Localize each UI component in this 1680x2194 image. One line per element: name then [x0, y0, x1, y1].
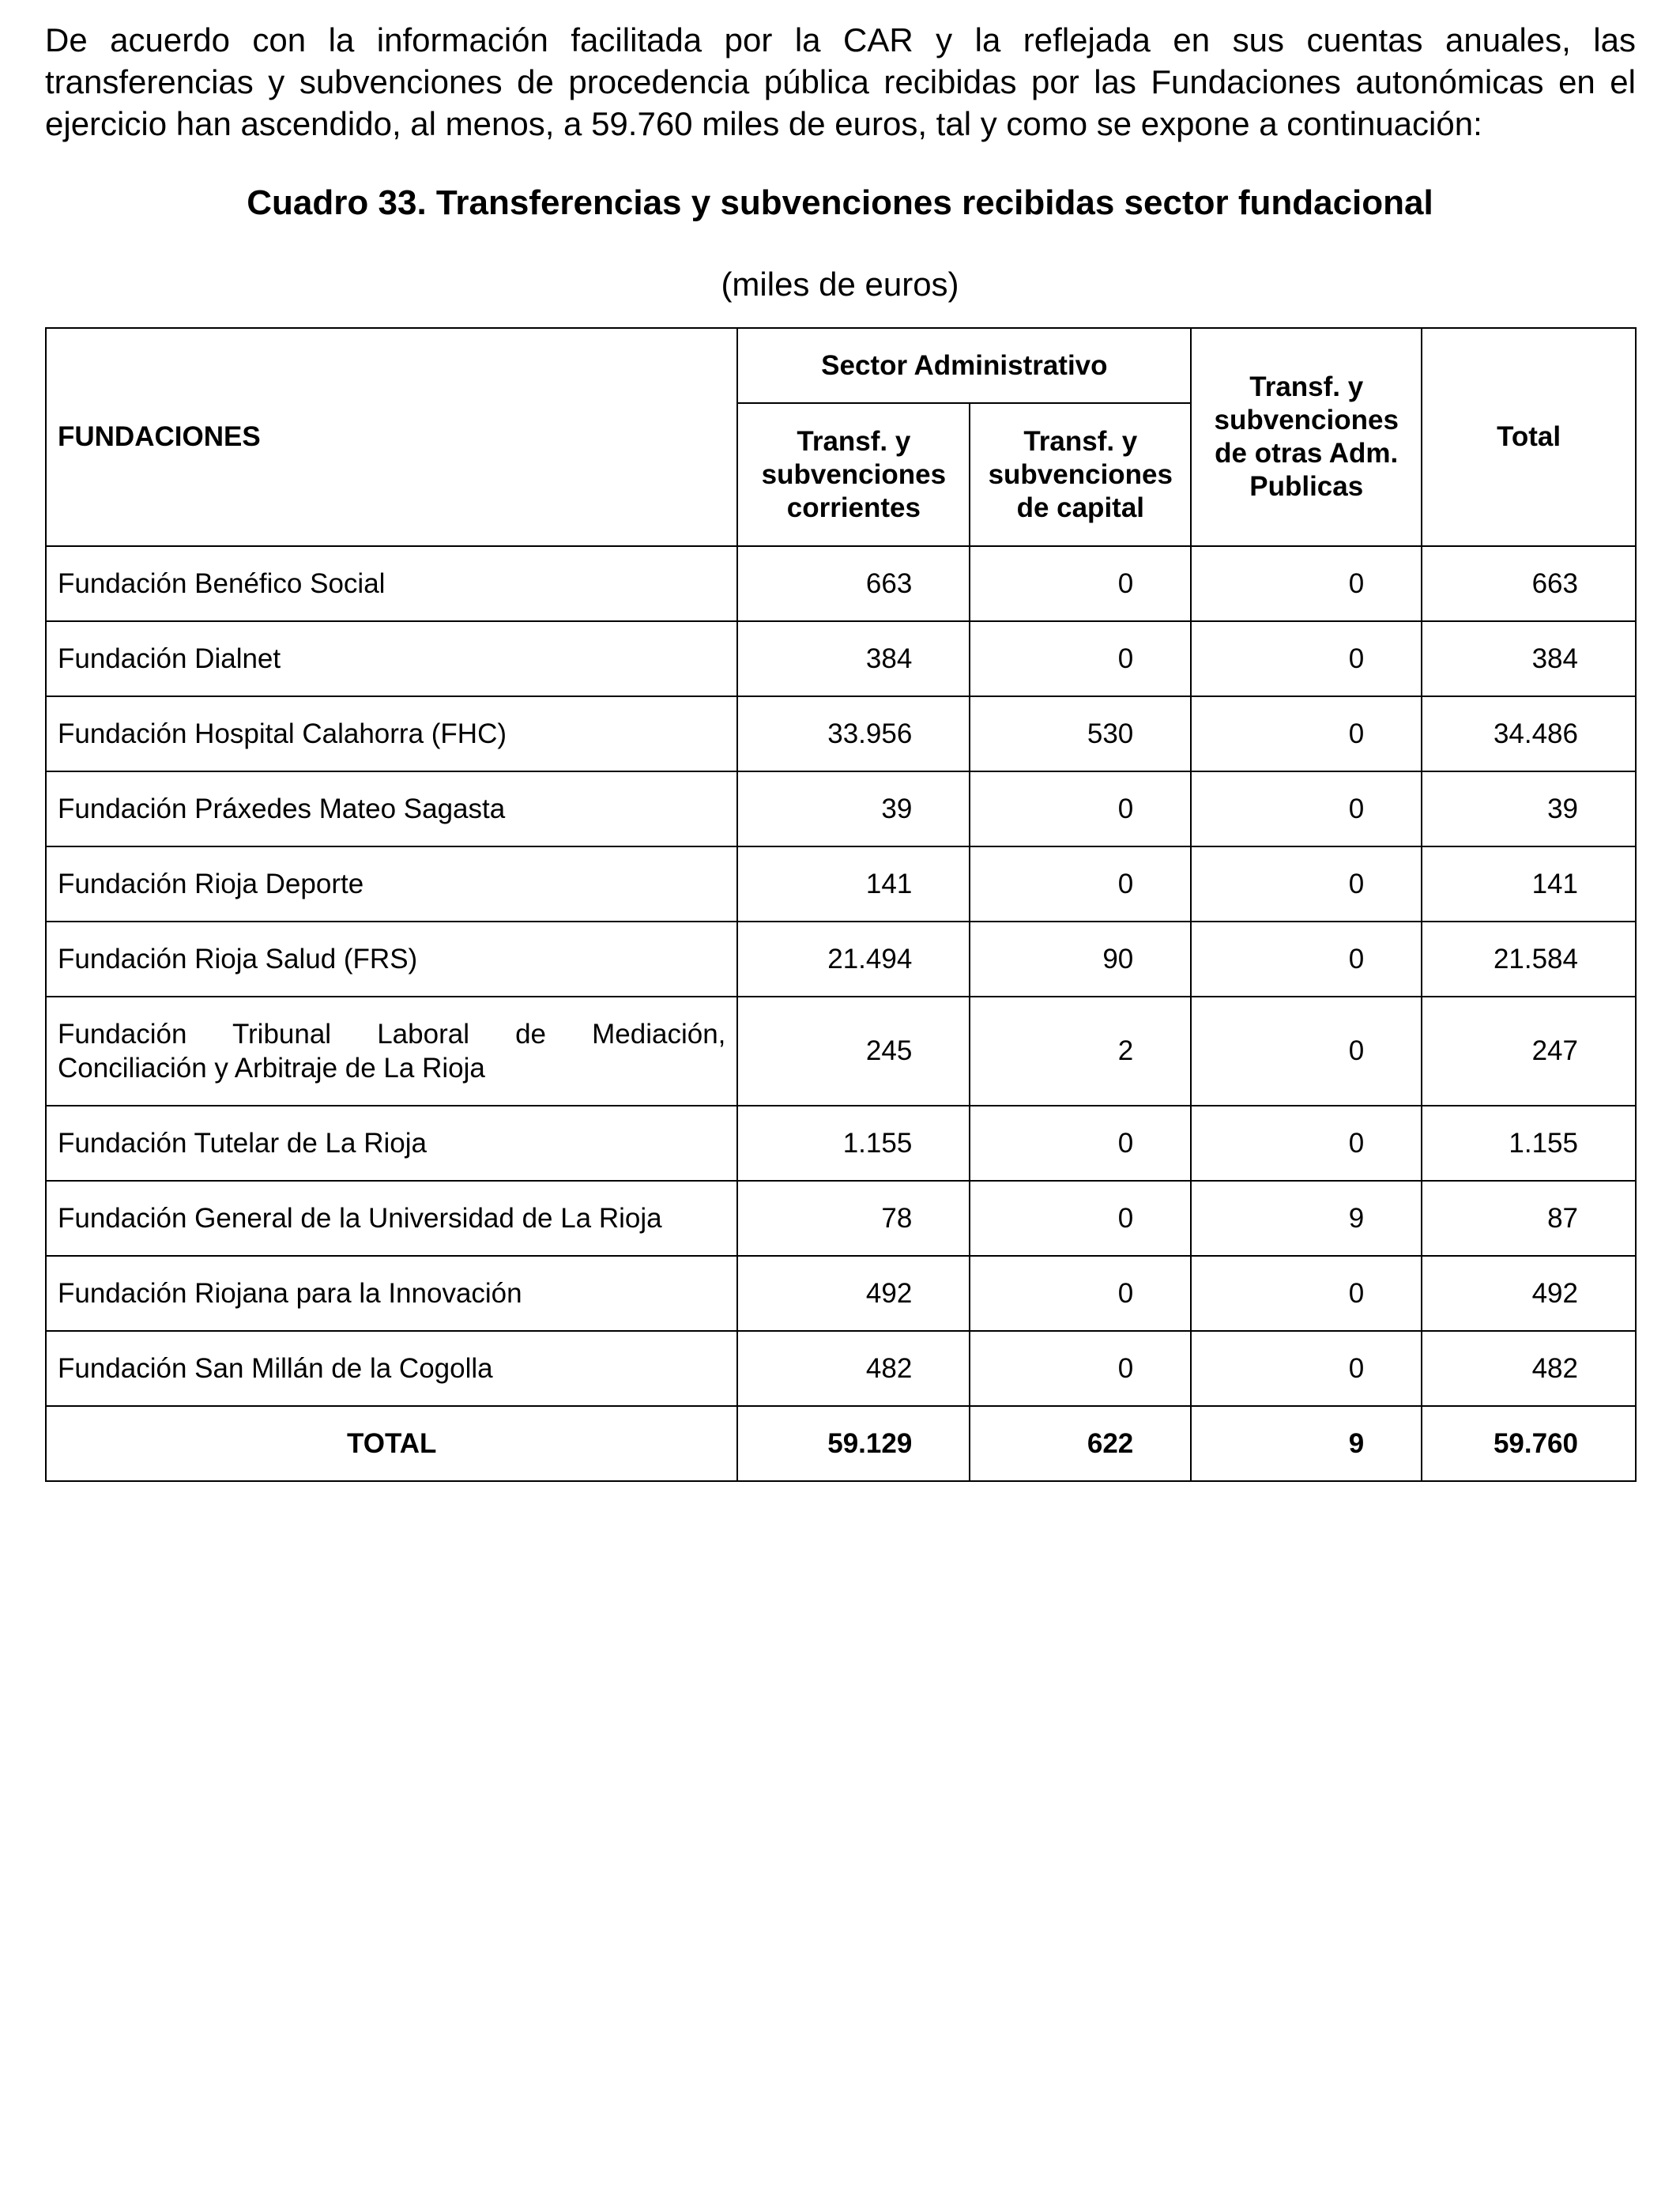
table-row [46, 771, 1636, 846]
cell-total: 34.486 [1422, 696, 1636, 771]
table-row [46, 922, 1636, 997]
cell-capital: 0 [970, 546, 1191, 621]
cell-capital: 0 [970, 1256, 1191, 1331]
transfers-table [45, 327, 1637, 1482]
cell-corrientes: 21.494 [737, 922, 970, 997]
cell-name: Fundación Tutelar de La Rioja [46, 1106, 737, 1181]
cell-corrientes: 78 [737, 1181, 970, 1256]
table-row [46, 997, 1636, 1106]
cell-total: 482 [1422, 1331, 1636, 1406]
table-row [46, 846, 1636, 922]
cell-otras: 0 [1191, 1256, 1422, 1331]
cell-capital: 90 [970, 922, 1191, 997]
cell-corrientes: 482 [737, 1331, 970, 1406]
cell-name: Fundación Rioja Deporte [46, 846, 737, 922]
cell-name: Fundación Tribunal Laboral de Mediación, Conciliación y Arbitraje de La Rioja [46, 997, 737, 1106]
cell-capital: 0 [970, 846, 1191, 922]
cell-corrientes: 1.155 [737, 1106, 970, 1181]
table-title: Cuadro 33. Transferencias y subvenciones recibidas sector fundacional [247, 183, 1433, 222]
cell-capital: 2 [970, 997, 1191, 1106]
cell-corrientes: 39 [737, 771, 970, 846]
cell-otras: 0 [1191, 621, 1422, 696]
cell-capital: 530 [970, 696, 1191, 771]
cell-name: Fundación San Millán de la Cogolla [46, 1331, 737, 1406]
cell-capital: 0 [970, 621, 1191, 696]
table-row [46, 546, 1636, 621]
table-row [46, 696, 1636, 771]
cell-name: Fundación Rioja Salud (FRS) [46, 922, 737, 997]
cell-capital: 0 [970, 1106, 1191, 1181]
header-sector-administrativo: Sector Administrativo [737, 328, 1191, 403]
cell-corrientes: 492 [737, 1256, 970, 1331]
cell-capital: 0 [970, 1331, 1191, 1406]
header-total: Total [1422, 328, 1636, 546]
header-capital: Transf. y subvenciones de capital [970, 403, 1191, 546]
cell-corrientes: 33.956 [737, 696, 970, 771]
table-units: (miles de euros) [721, 266, 959, 303]
cell-corrientes: 59.129 [737, 1406, 970, 1481]
cell-corrientes: 245 [737, 997, 970, 1106]
header-fundaciones: FUNDACIONES [46, 328, 737, 546]
header-otras-adm: Transf. y subvenciones de otras Adm. Publicas [1191, 328, 1422, 546]
cell-otras: 0 [1191, 771, 1422, 846]
cell-name: Fundación General de la Universidad de La Rioja [46, 1181, 737, 1256]
cell-capital: 622 [970, 1406, 1191, 1481]
cell-name: Fundación Riojana para la Innovación [46, 1256, 737, 1331]
cell-total: 247 [1422, 997, 1636, 1106]
cell-otras: 0 [1191, 846, 1422, 922]
cell-total: 492 [1422, 1256, 1636, 1331]
intro-paragraph: De acuerdo con la información facilitada por la CAR y la reflejada en sus cuentas anuales, las transferencias y subvenciones de procedencia pública recibidas por las Fundaciones autonómicas en el ejercicio han ascendido, al menos, a 59.760 miles de euros, tal y como se expone a continuación: [45, 21, 1636, 142]
table-row [46, 1256, 1636, 1331]
cell-otras: 0 [1191, 696, 1422, 771]
cell-otras: 0 [1191, 546, 1422, 621]
cell-total: 87 [1422, 1181, 1636, 1256]
cell-otras: 9 [1191, 1181, 1422, 1256]
cell-name: Fundación Dialnet [46, 621, 737, 696]
total-row [46, 1406, 1636, 1481]
cell-capital: 0 [970, 1181, 1191, 1256]
cell-corrientes: 384 [737, 621, 970, 696]
cell-total: 663 [1422, 546, 1636, 621]
header-corrientes: Transf. y subvenciones corrientes [737, 403, 970, 546]
cell-name: Fundación Práxedes Mateo Sagasta [46, 771, 737, 846]
cell-name: Fundación Benéfico Social [46, 546, 737, 621]
cell-otras: 0 [1191, 997, 1422, 1106]
cell-name: Fundación Hospital Calahorra (FHC) [46, 696, 737, 771]
cell-capital: 0 [970, 771, 1191, 846]
cell-total: 21.584 [1422, 922, 1636, 997]
cell-otras: 0 [1191, 1106, 1422, 1181]
cell-otras: 0 [1191, 1331, 1422, 1406]
cell-total: 59.760 [1422, 1406, 1636, 1481]
table-row [46, 1181, 1636, 1256]
cell-total: 1.155 [1422, 1106, 1636, 1181]
table-row [46, 1331, 1636, 1406]
cell-total: 39 [1422, 771, 1636, 846]
cell-total: 141 [1422, 846, 1636, 922]
cell-otras: 0 [1191, 922, 1422, 997]
table-row [46, 621, 1636, 696]
cell-corrientes: 663 [737, 546, 970, 621]
cell-name: TOTAL [46, 1406, 737, 1481]
table-row [46, 1106, 1636, 1181]
cell-corrientes: 141 [737, 846, 970, 922]
cell-otras: 9 [1191, 1406, 1422, 1481]
cell-total: 384 [1422, 621, 1636, 696]
